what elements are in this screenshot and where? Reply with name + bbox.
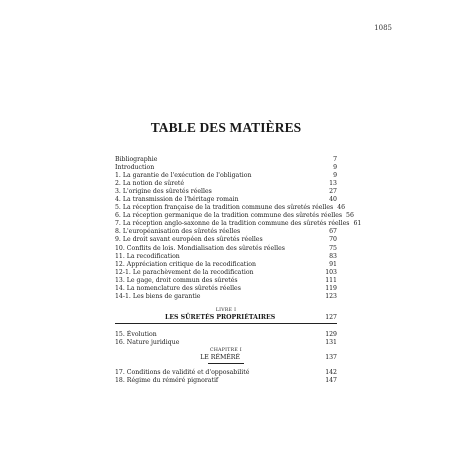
- toc-entry-label: Introduction: [115, 164, 155, 172]
- part-divider: [115, 323, 337, 324]
- toc-entry-label: 1. La garantie de l'exécution de l'obligation: [115, 172, 252, 180]
- toc-entry-label: 14. La nomenclature des sûretés réelles: [115, 284, 241, 292]
- table-of-contents: [115, 156, 362, 385]
- toc-entry: [115, 164, 337, 172]
- chapter-number: CHAPITRE I: [210, 347, 242, 353]
- toc-entry-page: 9: [333, 164, 337, 172]
- toc-entry-page: 123: [325, 292, 337, 300]
- toc-entry: [115, 204, 346, 212]
- toc-entry-label: 11. La recodification: [115, 252, 180, 260]
- toc-entry-page: 142: [325, 369, 337, 377]
- toc-entry: [115, 331, 337, 339]
- toc-entry-label: 6. La réception germanique de la tradition commune des sûretés réelles: [115, 212, 343, 220]
- toc-entry: [115, 269, 337, 277]
- toc-entry: [115, 220, 362, 228]
- toc-entry-label: 18. Régime du réméré pignoratif: [115, 377, 219, 385]
- toc-entry-label: 4. La transmission de l'héritage romain: [115, 196, 239, 204]
- toc-entry: [115, 285, 337, 293]
- toc-entry: [115, 253, 337, 261]
- chapter-page: 137: [325, 353, 337, 361]
- toc-entry-page: 131: [325, 338, 337, 346]
- toc-entry: [115, 156, 337, 164]
- part-number: LIVRE I: [215, 307, 237, 313]
- toc-entry: [115, 377, 337, 385]
- toc-entry-page: 91: [329, 260, 337, 268]
- toc-entry-page: 75: [329, 244, 337, 252]
- toc-entry-label: 17. Conditions de validité et d'opposabilité: [115, 369, 250, 377]
- toc-entry-page: 56: [346, 212, 354, 220]
- part-title-row: [115, 314, 337, 322]
- page-title: TABLE DES MATIÈRES: [150, 120, 302, 135]
- toc-entry-page: 83: [329, 252, 337, 260]
- toc-entry: [115, 196, 337, 204]
- toc-entry-label: Bibliographie: [115, 156, 158, 163]
- toc-entry-page: 119: [325, 284, 337, 292]
- toc-entry-page: 147: [325, 377, 337, 385]
- toc-entry: [115, 188, 337, 196]
- toc-entry: [115, 212, 354, 220]
- toc-entry-label: 9. Le droit savant européen des sûretés réelles: [115, 236, 263, 244]
- toc-entry-label: 14-1. Les biens de garantie: [115, 292, 201, 300]
- toc-entry-page: 111: [325, 276, 337, 284]
- toc-entry: [115, 172, 337, 180]
- toc-entry-page: 7: [333, 156, 337, 163]
- toc-entry-page: 70: [329, 236, 337, 244]
- chapter-divider: [208, 363, 244, 364]
- toc-entry-label: 2. La notion de sûreté: [115, 180, 185, 188]
- toc-entry-label: 12-1. Le parachèvement de la recodification: [115, 268, 254, 276]
- toc-entry: [115, 293, 337, 301]
- toc-entry-page: 13: [329, 180, 337, 188]
- toc-entry: [115, 261, 337, 269]
- toc-entry: [115, 228, 337, 236]
- toc-entry: [115, 236, 337, 244]
- part-title: LES SÛRETÉS PROPRIÉTAIRES: [164, 313, 276, 321]
- toc-entry-label: 12. Appréciation critique de la recodification: [115, 260, 256, 268]
- toc-entry-label: 8. L'européanisation des sûretés réelles: [115, 228, 241, 236]
- toc-entry-page: 40: [329, 196, 337, 204]
- chapter-heading: [115, 348, 337, 364]
- toc-entry-page: 129: [325, 330, 337, 338]
- toc-entry: [115, 369, 337, 377]
- part-heading: [115, 308, 337, 324]
- toc-entry-page: 67: [329, 228, 337, 236]
- toc-entry: [115, 245, 337, 253]
- toc-entry-page: 27: [329, 188, 337, 196]
- toc-entry-label: 10. Conflits de lois. Mondialisation des sûretés réelles: [115, 244, 285, 252]
- toc-entry-page: 9: [333, 172, 337, 180]
- toc-entry-label: 13. Le gage, droit commun des sûretés: [115, 276, 238, 284]
- toc-entry: [115, 339, 337, 347]
- toc-entry: [115, 277, 337, 285]
- toc-entry-page: 61: [353, 220, 362, 228]
- chapter-title-row: [115, 354, 337, 362]
- toc-entry-label: 15. Évolution: [115, 330, 157, 338]
- chapter-title: LE RÉMÉRÉ: [200, 353, 240, 361]
- toc-entry-label: 7. La réception anglo-saxonne de la tradition commune des sûretés réelles: [115, 220, 350, 228]
- toc-entry-page: 103: [325, 268, 337, 276]
- toc-entry-page: 46: [337, 204, 346, 212]
- page-number: 1085: [374, 24, 392, 32]
- toc-entry-label: 3. L'origine des sûretés réelles: [115, 188, 212, 196]
- part-page: 127: [325, 313, 337, 321]
- toc-entry-label: 16. Nature juridique: [115, 338, 180, 346]
- toc-entry-label: 5. La réception française de la tradition commune des sûretés réelles: [115, 204, 334, 212]
- toc-entry: [115, 180, 337, 188]
